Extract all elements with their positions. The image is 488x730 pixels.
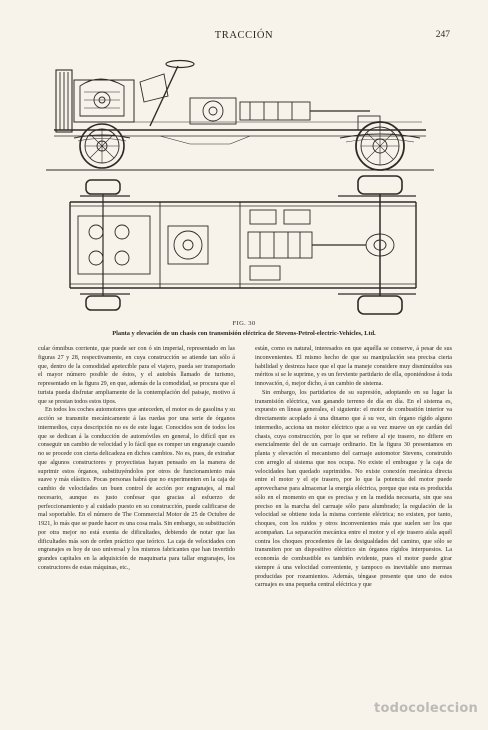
paragraph: En todos los coches automotores que anteceden, el motor es de gasolina y su acción se transmite mecánicamente á las ruedas por una serie de órganos intermedios, cuya descripción no es de este lugar. Conocidos son de todos los que se dedican á la conducción de automóviles en general, lo difícil que es conseguir un cambio de velocidad y lo fácil que es romper un engranaje cuando no se procede con cierta delicadeza en dichos cambios. No es, pues, de extrañar que algunos constructores y proyectistas hayan pensado en la manera de suprimir estos órganos, substituyéndolos por otros de funcionamiento más suave y más elástico. Pocas personas habrá que no experimenten en la caja de cambio de velocidades un buen control de acción por engranajes, al mal necesario, aunque es justo confesar que gracias al esfuerzo de perfeccionamiento y al cuidado puesto en su construcción, puede calificarse de mal soportable. En el número de The Commercial Motor de 25 de Octubre de 1921, lo más que se puede hacer es una cosa mala. Sin embargo, su substitución por otra mejor no está exenta de dificultades, debiendo de notar que las dificultades más son de orden práctico que teórico. La caja de velocidades con engranajes es hoy de uso universal y los mismos fabricantes que han invertido grandes capitales en la adquisición de maquinaria para tallar engranajes, los constructores de estas máquinas, etc., xyxy=(38,407,235,571)
paragraph: Sin embargo, los partidarios de su supresión, adoptando en su lugar la transmisión eléctrica, van ganando terreno de día en día. En el sistema es, expuesto en líneas generales, el siguiente: el motor de combustión interior va directamente acoplado á una dinamo que á su vez, sin órgano rígido alguno intermedio, acciona un motor eléctrico que a su vez mueve un eje cardán del chasis, cuya construcción, por lo que se refiere al eje trasero, no difiere en esencialmente del de un carruaje ordinario. En la figura 30 presentamos en planta y elevación el mecanismo del carruaje automotor Stevens, construido con arreglo al sistema que nos ocupa. No existe el embrague y la caja de velocidades han quedado suprimidos. No existe conexión mecánica directa entre el motor y el eje trasero, por lo que la potencia del motor puede aprovecharse para almacenar la energía eléctrica, porque que esta es producida sólo en el momento en que es precisa y en la medida necesaria, sin que sea preciso en la marcha del carruaje sólo para alumbrado; la regulación de la velocidad se obtiene toda la misma corriente eléctrica; no existen, por tanto, choques, con los ruidos y otros inconvenientes más que suelen ser los que acompañan. La separación mecánica entre el motor y el eje trasero aísla aquél contra los choques procedentes de las desigualdades del camino, que sólo se transmiten por un dispositivo eléctrico sin órganos rígidos interpuestos. La economía de combustible es también evidente, pues el motor puede girar siempre á una velocidad conveniente, y tampoco es inevitable uno mermas producidas por rozamientos. Además, téngase presente que uno de estos carruajes es una pequeña central eléctrica y que xyxy=(255,389,452,589)
text-column-left xyxy=(38,345,235,573)
page-header xyxy=(38,30,450,44)
running-title: TRACCIÓN xyxy=(214,30,274,41)
page-number: 247 xyxy=(435,30,450,40)
plan-view xyxy=(70,176,416,314)
paragraph: cular ómnibus corriente, que puede ser con ó sin imperial, representado en las figuras 27 y 28, respectivamente, en cuya construcción se atiende tan sólo á que, dentro de la comodidad apetecible para el viajero, pueda ser transportado el mayor número posible de éstos, y el autobús llamado de turismo, representado en la figura 29, en que, además de la comodidad, se procura que el turista pueda disfrutar ampliamente de la contemplación del paisaje, motivo á que se prestan todos estos tipos. xyxy=(38,346,235,405)
figure-caption: Planta y elevación de un chasis con transmisión eléctrica de Stevens-Petrol-electric-Vehicles, Ltd. xyxy=(112,330,376,337)
watermark: todocoleccion xyxy=(374,701,478,716)
figure-number: FIG. 30 xyxy=(232,320,256,327)
paragraph: están, como es natural, interesados en que aquélla se conserve, á pesar de sus inconvenientes. El mismo hecho de que su manipulación sea precisa cierta habilidad y destreza hace que el que la maneje considere muy disminuídos sus méritos si se le suprime, y es un ferviente partidario de ella, oponiéndose á toda innovación, ó, mejor dicho, á un cambio de sistema. xyxy=(255,346,452,387)
elevation-view xyxy=(46,61,434,171)
chassis-illustration xyxy=(40,56,440,318)
text-column-right xyxy=(255,345,452,590)
chassis-drawing xyxy=(40,56,440,318)
